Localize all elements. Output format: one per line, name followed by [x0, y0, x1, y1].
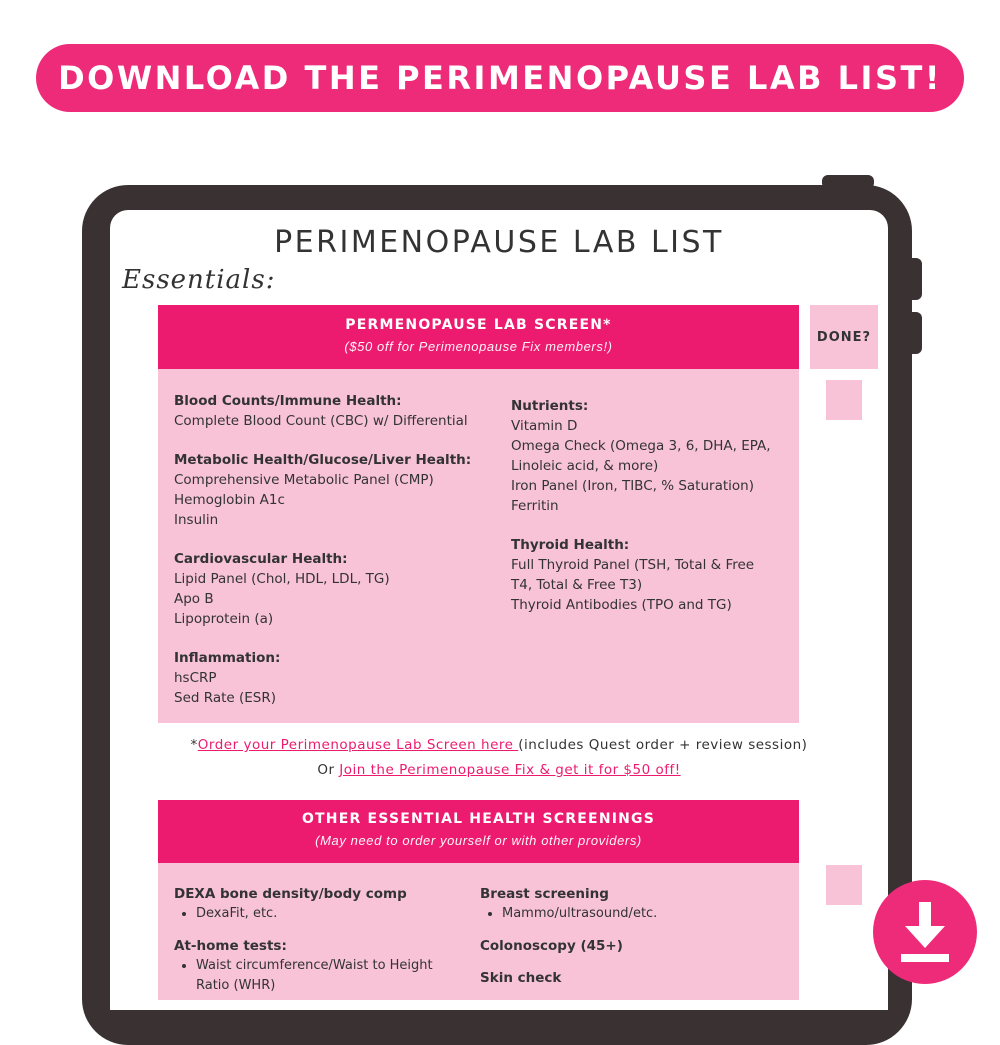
- lab-test-item: Omega Check (Omega 3, 6, DHA, EPA,: [511, 438, 771, 454]
- join-note-line: [110, 762, 888, 778]
- order-lab-screen-link[interactable]: Order your Perimenopause Lab Screen here: [197, 737, 519, 753]
- lab-group-heading: Cardiovascular Health:: [174, 551, 348, 567]
- lab-test-item: hsCRP: [174, 670, 217, 686]
- lab-test-item: Ferritin: [511, 498, 559, 514]
- lab-test-item: Hemoglobin A1c: [174, 492, 285, 508]
- screening-group: [480, 884, 780, 924]
- lab-group-heading: Metabolic Health/Glucose/Liver Health:: [174, 452, 472, 468]
- lab-group: [174, 391, 504, 431]
- screening-heading: Skin check: [480, 970, 562, 986]
- screening-bullet-list: [174, 904, 444, 924]
- screening-heading: At-home tests:: [174, 938, 287, 954]
- screening-group: [174, 936, 444, 996]
- download-icon: [873, 880, 977, 984]
- essentials-label: Essentials:: [122, 265, 276, 295]
- order-note-suffix: (includes Quest order + review session): [518, 737, 808, 753]
- lab-screen-heading: PERMENOPAUSE LAB SCREEN*: [345, 317, 612, 333]
- screening-heading: Colonoscopy (45+): [480, 938, 623, 954]
- lab-test-item: Full Thyroid Panel (TSH, Total & Free: [511, 557, 755, 573]
- lab-group: [174, 648, 504, 708]
- document-title: PERIMENOPAUSE LAB LIST: [274, 225, 724, 260]
- other-screenings-heading: OTHER ESSENTIAL HEALTH SCREENINGS: [301, 811, 656, 827]
- lab-test-item: Lipoprotein (a): [174, 611, 274, 627]
- lab-screen-right-column: [511, 396, 796, 634]
- order-note-asterisk: *: [190, 737, 198, 753]
- other-screenings-right-column: [480, 884, 780, 1000]
- lab-test-item: Sed Rate (ESR): [174, 690, 276, 706]
- join-perimenopause-fix-link[interactable]: Join the Perimenopause Fix & get it for $50 off!: [339, 762, 681, 778]
- lab-screen-header: [158, 305, 799, 369]
- screening-group: [174, 884, 444, 924]
- lab-test-item: Apo B: [174, 591, 214, 607]
- screening-bullet-list: [480, 904, 780, 924]
- lab-test-item: Complete Blood Count (CBC) w/ Differential: [174, 413, 468, 429]
- download-banner-button[interactable]: DOWNLOAD THE PERIMENOPAUSE LAB LIST!: [36, 44, 964, 112]
- lab-group-heading: Blood Counts/Immune Health:: [174, 393, 402, 409]
- lab-test-item: Lipid Panel (Chol, HDL, LDL, TG): [174, 571, 390, 587]
- order-note-line: [110, 737, 888, 753]
- screening-bullet: • Mammo/ultrasound/etc.: [502, 904, 780, 924]
- lab-test-item: Linoleic acid, & more): [511, 458, 659, 474]
- lab-screen-subheading: ($50 off for Perimenopause Fix members!): [344, 339, 613, 354]
- other-screenings-left-column: [174, 884, 444, 1008]
- screening-group: [480, 936, 780, 956]
- screening-bullet-list: [174, 956, 444, 996]
- lab-group-heading: Nutrients:: [511, 398, 589, 414]
- lab-group-heading: Inflammation:: [174, 650, 281, 666]
- done-column-label: DONE?: [810, 305, 878, 369]
- lab-group: [174, 450, 504, 530]
- lab-screen-left-column: [174, 391, 504, 727]
- other-screenings-header: [158, 800, 799, 863]
- lab-screen-done-checkbox[interactable]: [826, 380, 862, 420]
- screening-bullet: • Waist circumference/Waist to Height Ratio (WHR): [196, 956, 444, 996]
- lab-test-item: Thyroid Antibodies (TPO and TG): [511, 597, 732, 613]
- join-note-or: Or: [317, 762, 340, 778]
- other-screenings-done-checkbox[interactable]: [826, 865, 862, 905]
- lab-test-item: Iron Panel (Iron, TIBC, % Saturation): [511, 478, 754, 494]
- screening-heading: DEXA bone density/body comp: [174, 886, 407, 902]
- lab-group: [511, 535, 796, 615]
- lab-test-item: Insulin: [174, 512, 219, 528]
- screening-heading: Breast screening: [480, 886, 609, 902]
- screening-bullet: • DexaFit, etc.: [196, 904, 444, 924]
- lab-test-item: T4, Total & Free T3): [511, 577, 643, 593]
- lab-test-item: Comprehensive Metabolic Panel (CMP): [174, 472, 434, 488]
- screening-group: [480, 968, 780, 988]
- lab-group-heading: Thyroid Health:: [511, 537, 630, 553]
- download-button[interactable]: [873, 880, 977, 984]
- lab-test-item: Vitamin D: [511, 418, 578, 434]
- lab-group: [174, 549, 504, 629]
- other-screenings-subheading: (May need to order yourself or with other providers): [315, 833, 642, 848]
- lab-group: [511, 396, 796, 516]
